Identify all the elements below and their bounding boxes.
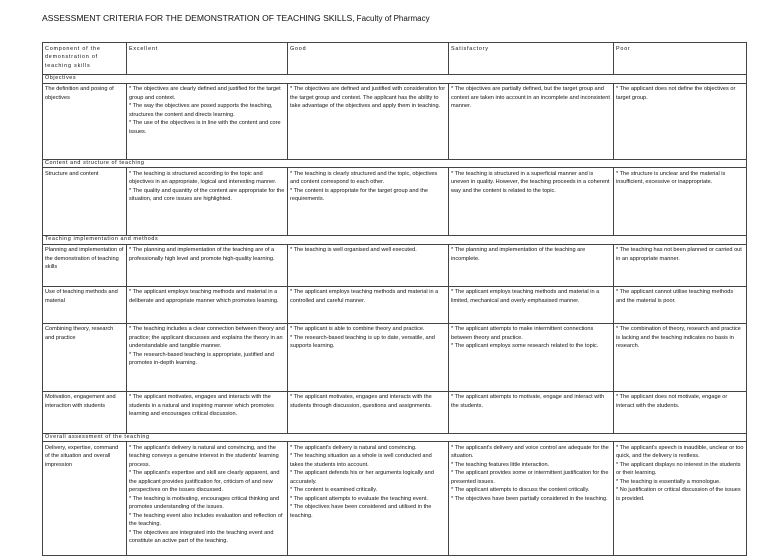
criteria-point: * The applicant employs teaching methods and material in a deliberate and appropriate manner which promotes learning.: [129, 289, 279, 304]
title-subtitle: , Faculty of Pharmacy: [352, 14, 430, 23]
criteria-cell-good: [288, 323, 449, 391]
criterion-label: Planning and implementation of the demonstration of teaching skills: [43, 244, 127, 286]
criteria-cell-poor: [614, 323, 747, 391]
criteria-cell-good: [288, 83, 449, 159]
criteria-cell-excellent: [127, 83, 288, 159]
criteria-point: * The applicant cannot utilise teaching methods and the material is poor.: [616, 289, 734, 304]
criteria-point: * The teaching is motivating, encourages critical thinking and promotes understanding of the issues.: [129, 495, 280, 510]
section-heading: Teaching implementation and methods: [43, 236, 747, 245]
criteria-cell-satisfactory: [449, 168, 614, 236]
criteria-cell-excellent: [127, 286, 288, 323]
criteria-cell-poor: [614, 83, 747, 159]
criteria-cell-excellent: [127, 391, 288, 433]
document-title: [42, 13, 430, 23]
criteria-point: * The combination of theory, research and practice is lacking and the teaching indicates no basis in research.: [616, 326, 741, 349]
section-row: [43, 236, 747, 245]
criteria-point: * The applicant motivates, engages and interacts with the students through discussion, questions and assignments.: [290, 394, 432, 409]
criteria-cell-satisfactory: [449, 391, 614, 433]
header-component: Component of the demonstration of teaching skills: [43, 43, 127, 75]
criteria-point: * The applicant attempts to evaluate the teaching event.: [290, 495, 428, 502]
section-row: [43, 159, 747, 168]
criteria-point: * The objectives are integrated into the teaching event and constitute an active part of the teaching.: [129, 529, 274, 544]
criteria-cell-good: [288, 286, 449, 323]
criteria-row: [43, 286, 747, 323]
criteria-row: [43, 442, 747, 556]
criteria-cell-satisfactory: [449, 442, 614, 556]
criteria-point: * No justification or critical discussion of the issues is provided.: [616, 487, 741, 502]
section-row: [43, 433, 747, 442]
criteria-point: * The applicant does not define the objectives or target group.: [616, 86, 736, 101]
criteria-row: [43, 168, 747, 236]
criteria-cell-poor: [614, 286, 747, 323]
criterion-label: Motivation, engagement and interaction with students: [43, 391, 127, 433]
criteria-point: * The applicant provides some or intermittent justification for the presented issues.: [451, 470, 609, 485]
criteria-point: * The applicant employs teaching methods and material in a limited, mechanical and overly emphasised manner.: [451, 289, 600, 304]
criteria-cell-satisfactory: [449, 83, 614, 159]
criteria-cell-satisfactory: [449, 323, 614, 391]
criteria-point: * The applicant is able to combine theory and practice.: [290, 326, 425, 332]
criteria-point: * The planning and implementation of the teaching are incomplete.: [451, 247, 586, 262]
criteria-point: * The applicant's delivery and voice control are adequate for the situation.: [451, 444, 609, 459]
criteria-point: * The objectives have been partially considered in the teaching.: [451, 495, 608, 502]
criteria-point: * The objectives have been considered and utilised in the teaching.: [290, 504, 432, 519]
criteria-table: [42, 42, 747, 556]
header-good: Good: [288, 43, 449, 75]
criteria-point: * The applicant attempts to make intermittent connections between theory and practice.: [451, 326, 594, 341]
title-text: ASSESSMENT CRITERIA FOR THE DEMONSTRATION OF TEACHING SKILLS: [42, 13, 353, 23]
criteria-point: * The applicant's expertise and skill are clearly apparent, and the applicant provides justification for, criticism of and new perspectives on the issues discussed.: [129, 470, 280, 493]
criteria-point: * The objectives are defined and justified with consideration for the target group and context. The applicant has the ability to take advantage of the objectives and apply them in teaching.: [290, 86, 446, 109]
criteria-point: * The applicant employs teaching methods and material in a controlled and careful manner.: [290, 289, 439, 304]
section-heading: Content and structure of teaching: [43, 159, 747, 168]
criteria-point: * The applicant's delivery is natural and convincing, and the teaching conveys a genuine interest in the students' learning process.: [129, 444, 279, 468]
criteria-point: * The teaching features little interaction.: [451, 461, 550, 468]
criteria-cell-good: [288, 391, 449, 433]
criteria-cell-satisfactory: [449, 286, 614, 323]
criterion-label: Structure and content: [43, 168, 127, 236]
criteria-point: * The teaching includes a clear connection between theory and practice; the applicant discusses and explains the theory in an understandable and tangible manner.: [129, 326, 285, 349]
criteria-point: * The structure is unclear and the material is insufficient, excessive or inappropriate.: [616, 170, 726, 185]
criteria-cell-satisfactory: [449, 244, 614, 286]
criteria-point: * The quality and quantity of the content are appropriate for the situation, and core issues are highlighted.: [129, 187, 285, 202]
criteria-point: * The way the objectives are posed supports the teaching, structures the content and directs learning.: [129, 103, 273, 118]
header-poor: Poor: [614, 43, 747, 75]
criteria-point: * The objectives are partially defined, but the target group and context are taken into account in an incomplete and inconsistent manner.: [451, 86, 610, 109]
criteria-cell-good: [288, 442, 449, 556]
criteria-point: * The planning and implementation of the teaching are of a professionally high level and promote high-quality learning.: [129, 247, 275, 262]
section-heading: Overall assessment of the teaching: [43, 433, 747, 442]
criteria-point: * The applicant employs some research related to the topic.: [451, 343, 599, 349]
criteria-point: * The teaching has not been planned or carried out in an appropriate manner.: [616, 247, 742, 262]
criteria-row: [43, 391, 747, 433]
criteria-point: * The teaching event also includes evaluation and reflection of the teaching.: [129, 512, 283, 527]
criteria-cell-poor: [614, 442, 747, 556]
criteria-row: [43, 323, 747, 391]
criteria-point: * The objectives are clearly defined and justified for the target group and context.: [129, 86, 281, 101]
criterion-label: Use of teaching methods and material: [43, 286, 127, 323]
header-satisfactory: Satisfactory: [449, 43, 614, 75]
criterion-label: Delivery, expertise, command of the situation and overall impression: [43, 442, 127, 556]
criteria-point: * The teaching is well organised and well executed.: [290, 247, 417, 253]
criteria-point: * The applicant motivates, engages and interacts with the students in a natural and inspiring manner which promotes learning and encourages critical discussion.: [129, 394, 274, 417]
criteria-point: * The teaching is structured according to the topic and objectives in an appropriate, logical and interesting manner.: [129, 170, 277, 185]
criteria-row: [43, 83, 747, 159]
criteria-cell-poor: [614, 168, 747, 236]
criteria-point: * The teaching is clearly structured and the topic, objectives and content correspond to each other.: [290, 170, 438, 185]
header-row: [43, 43, 747, 75]
criteria-point: * The use of the objectives is in line with the content and core issues.: [129, 120, 281, 135]
criteria-point: * The teaching situation as a whole is well conducted and takes the students into account.: [290, 453, 432, 468]
criteria-point: * The research-based teaching is up to date, versatile, and supports learning.: [290, 334, 435, 349]
criteria-point: * The research-based teaching is appropriate, justified and promotes in-depth learning.: [129, 351, 274, 366]
criteria-cell-poor: [614, 244, 747, 286]
section-row: [43, 75, 747, 84]
criteria-point: * The applicant's delivery is natural and convincing.: [290, 444, 417, 451]
criteria-cell-excellent: [127, 323, 288, 391]
header-excellent: Excellent: [127, 43, 288, 75]
criteria-point: * The applicant's speech is inaudible, unclear or too quick, and the delivery is restless.: [616, 444, 744, 459]
criteria-point: * The applicant attempts to discuss the content critically.: [451, 487, 590, 493]
criteria-point: * The applicant does not motivate, engage or interact with the students.: [616, 394, 728, 409]
criteria-point: * The applicant displays no interest in the students or their learning.: [616, 461, 741, 476]
criteria-point: * The content is appropriate for the target group and the requirements.: [290, 187, 428, 202]
criterion-label: Combining theory, research and practice: [43, 323, 127, 391]
criteria-cell-excellent: [127, 244, 288, 286]
criteria-cell-poor: [614, 391, 747, 433]
criteria-point: * The applicant attempts to motivate, engage and interact with the students.: [451, 394, 605, 409]
criteria-point: * The applicant defends his or her arguments logically and accurately.: [290, 470, 434, 485]
criteria-point: * The content is examined critically.: [290, 487, 378, 493]
criteria-point: * The teaching is structured in a superficial manner and is uneven in quality. However, the teaching proceeds in a coherent way and the content is related to the topic.: [451, 170, 610, 194]
criteria-cell-good: [288, 244, 449, 286]
criteria-cell-excellent: [127, 442, 288, 556]
criteria-cell-excellent: [127, 168, 288, 236]
criteria-table-body: [43, 43, 747, 556]
criterion-label: The definition and posing of objectives: [43, 83, 127, 159]
section-heading: Objectives: [43, 75, 747, 84]
criteria-row: [43, 244, 747, 286]
criteria-point: * The teaching is essentially a monologue.: [616, 478, 721, 485]
criteria-cell-good: [288, 168, 449, 236]
